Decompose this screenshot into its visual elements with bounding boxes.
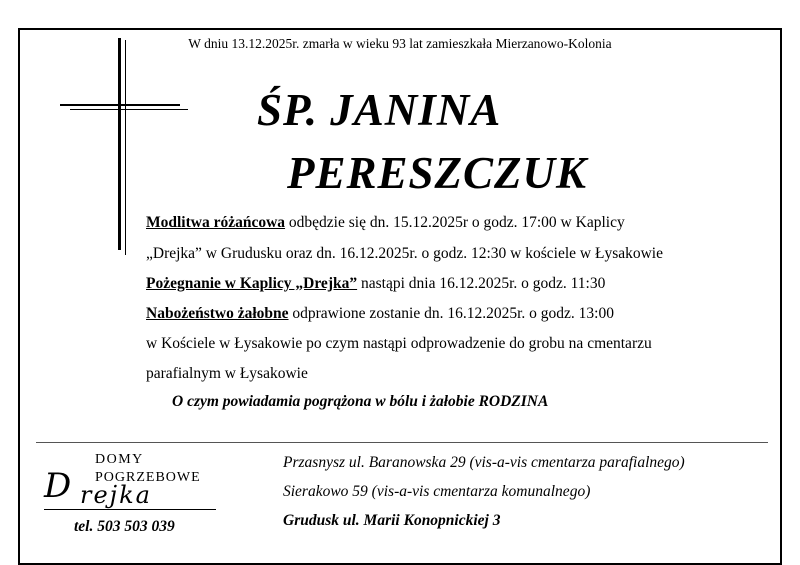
- logo-underline: [44, 509, 216, 510]
- logo-rejka: rejka: [80, 481, 152, 509]
- farewell-label: Pożegnanie w Kaplicy „Drejka”: [146, 275, 358, 292]
- intro-text: W dniu 13.12.2025r. zmarła w wieku 93 lat zamieszkała Mierzanowo-Kolonia: [188, 36, 612, 51]
- closing-text: O czym powiadamia pogrążona w bólu i żałobie RODZINA: [172, 393, 549, 410]
- separator: [36, 442, 768, 443]
- rosary-line-2: „Drejka” w Grudusku oraz dn. 16.12.2025r. o godz. 12:30 w kościele w Łysakowie: [146, 245, 663, 262]
- address-grudusk: Grudusk ul. Marii Konopnickiej 3: [283, 512, 501, 529]
- phone-number: tel. 503 503 039: [74, 518, 175, 535]
- farewell-text: nastąpi dnia 16.12.2025r. o godz. 11:30: [357, 275, 606, 292]
- rosary-text: odbędzie się dn. 15.12.2025r o godz. 17:00 w Kaplicy: [285, 214, 625, 231]
- deceased-name-line1: ŚP. JANINA: [257, 85, 502, 135]
- address-sierakowo: Sierakowo 59 (vis-a-vis cmentarza komunalnego): [283, 483, 591, 500]
- logo-domy: DOMY: [95, 452, 144, 467]
- service-line: [146, 305, 614, 323]
- service-line-2: w Kościele w Łysakowie po czym nastąpi odprowadzenie do grobu na cmentarzu: [146, 335, 652, 352]
- rosary-label: Modlitwa różańcowa: [146, 214, 286, 231]
- logo-initial: D: [44, 466, 72, 506]
- service-text: odprawione zostanie dn. 16.12.2025r. o godz. 13:00: [288, 305, 614, 322]
- deceased-name-line2: PERESZCZUK: [287, 148, 588, 198]
- service-line-3: parafialnym w Łysakowie: [146, 365, 308, 382]
- farewell-line: [146, 275, 605, 293]
- rosary-line: [146, 214, 625, 232]
- service-label: Nabożeństwo żałobne: [146, 305, 289, 322]
- logo-pogrzebowe: POGRZEBOWE: [95, 470, 201, 485]
- address-przasnysz: Przasnysz ul. Baranowska 29 (vis-a-vis cmentarza parafialnego): [283, 454, 685, 471]
